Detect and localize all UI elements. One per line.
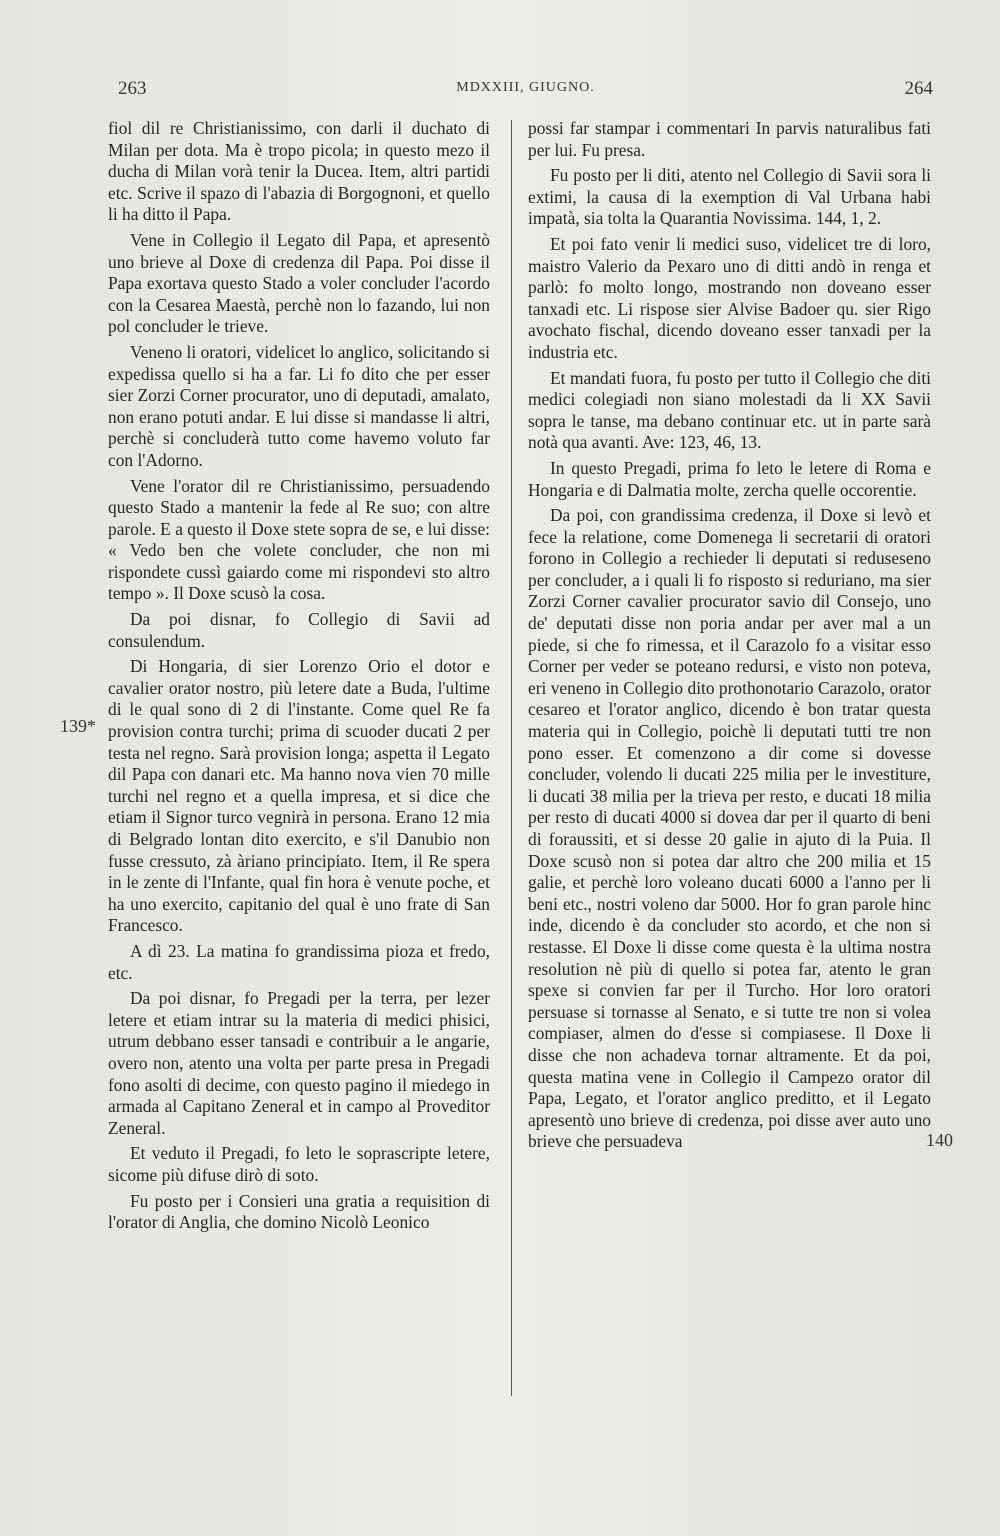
paragraph: Et poi fato venir li medici suso, videlicet tre di loro, maistro Valerio da Pexaro uno di ditti andò in renga et parlò: fo molto longo, mostrando non doveano esser tanxadi etc. Li rispose sier Alvise Badoer qu. sier Rigo avochato fischal, dicendo doveano esser tanxadi per la industria etc. xyxy=(528,233,931,362)
paragraph: Da poi, con grandissima credenza, il Doxe si levò et fece la relatione, come Domenega li secretarii di oratori forono in Collegio a rechieder li deputati si reduseseno per concluder, a i quali li fo risposto si reduriano, ma sier Zorzi Corner cavalier procurator savio dil Consejo, uno de' deputati disse non poria andar per aver mal a un piede, si che fo rimessa, et il Carazolo fo a visitar esso Corner per veder se poteano redursi, e visto non poteva, eri veneno in Collegio dito prothonotario Carazolo, orator cesareo et l'orator anglico, dicendo è bon tratar questa materia qui in Collegio, poichè li deputati tutti tre non pono esser. Et comenzono a dir come si dovesse concluder, volendo li ducati 225 milia per le investiture, li ducati 38 milia per la trieva per resto, e ducati 18 milia per resto di ducati 4000 si dovea dar per il quarto di beni di foraussiti, et si desse 20 galie in ajuto di la Puia. Il Doxe scusò non si potea dar altro che 200 milia et 15 galie, et perchè loro voleano ducati 6000 a l'anno per li beni etc., nostri voleno dar 5000. Hor fo gran parole hinc inde, dicendo è da concluder sto acordo, et che non si restasse. El Doxe li disse come questa è la ultima nostra resolution nè più di quello si potea far, atento le gran spexe si convien far per il Turcho. Hor loro oratori persuase si tornasse al Senato, e si tutte tre non si volea compiaser, almen do d'esse si compiasese. Il Doxe li disse che non achadeva tornar altramente. Et da poi, questa matina vene in Collegio il Campezo orator dil Papa, Legato, et l'orator anglico preditto, et il Legato apresentò uno brieve di credenza, poi disse aver auto uno brieve che persuadeva xyxy=(528,505,931,1152)
paragraph: Et veduto il Pregadi, fo leto le soprascripte letere, sicome più difuse dirò di soto. xyxy=(108,1143,490,1185)
paragraph: A dì 23. La matina fo grandissima pioza et fredo, etc. xyxy=(108,940,490,983)
paragraph: Fu posto per i Consieri una gratia a requisition di l'orator di Anglia, che domino Nicolò Leonico xyxy=(108,1190,490,1233)
running-title: MDXXIII, GIUGNO. xyxy=(456,80,595,95)
paragraph: Da poi disnar, fo Pregadi per la terra, per lezer letere et etiam intrar su la materia di medici phisici, utrum debbano esser tansadi e contribuir a le angarie, overo non, atento una volta per parte presa in Pregadi fono asolti di decime, con questo pagino il miedego in armada al Capitano Zeneral et in campo al Proveditor Zeneral. xyxy=(108,988,490,1138)
paragraph: Di Hongaria, di sier Lorenzo Orio el dotor e cavalier orator nostro, più letere date a Buda, l'ultime di le qual sono di 2 di l'instante. Come quel Re fa provision contra turchi; prima di scuoder ducati 2 per testa nel regno. Sarà provision longa; aspetta il Legato dil Papa con danari etc. Ma hanno nova vien 70 mille turchi nel regno et a quella impresa, et si dice che etiam il Signor turco vegnirà in persona. Erano 12 mia di Belgrado lontan dito exercito, e s'il Danubio non fusse cressuto, zà àriano principiato. Item, il Re spera in le zente di l'Infante, qual fin hora è venute poche, et ha uno exercito, capitanio del qual è uno frate di San Francesco. xyxy=(108,656,490,936)
paragraph: In questo Pregadi, prima fo leto le letere di Roma e Hongaria e di Dalmatia molte, zercha quelle occorentie. xyxy=(528,457,931,500)
page-header xyxy=(118,78,933,104)
left-column xyxy=(108,118,490,1238)
paragraph: Veneno li oratori, videlicet lo anglico, solicitando si expedissa quello si ha a far. Li fo dito che per esser sier Zorzi Corner procurator, uno di deputadi, amalato, non erano potuti andar. E lui disse si mandasse li altri, perchè si concluderà tutto come havemo voluto far con l'Adorno. xyxy=(108,341,490,470)
margin-note-right: 140 xyxy=(926,1130,953,1150)
paragraph: possi far stampar i commentari In parvis naturalibus fati per lui. Fu presa. xyxy=(528,118,931,160)
paragraph: Vene in Collegio il Legato dil Papa, et apresentò uno brieve al Doxe di credenza dil Papa. Poi disse il Papa exortava questo Stado a voler concluder l'acordo con la Cesarea Maestà, perchè non lo fazando, lui non pol concluder le trieve. xyxy=(108,229,490,337)
paragraph: Fu posto per li diti, atento nel Collegio di Savii sora li extimi, la causa di la exemption di Val Urbana habi impatà, sia tolta la Quarantia Novissima. 144, 1, 2. xyxy=(528,165,931,229)
paragraph: Vene l'orator dil re Christianissimo, persuadendo questo Stado a mantenir la fede al Re suo; con altre parole. E a questo il Doxe stete sopra de se, e lui disse: « Vedo ben che volete concluder, che non mi rispondete cussì gaiardo come mi rispondevi sto altro tempo ». Il Doxe scusò la cosa. xyxy=(108,475,490,604)
paragraph: Da poi disnar, fo Collegio di Savii ad consulendum. xyxy=(108,609,490,651)
paragraph: Et mandati fuora, fu posto per tutto il Collegio che diti medici colegiadi non siano molestadi da li XX Savii sopra le tanse, ma debano continuar etc. ut in parte sarà notà qua avanti. Ave: 123, 46, 13. xyxy=(528,367,931,453)
page-number-left: 263 xyxy=(118,78,147,99)
right-column xyxy=(528,118,931,1157)
column-divider xyxy=(511,120,512,1396)
page-number-right: 264 xyxy=(904,78,933,99)
paragraph: fiol dil re Christianissimo, con darli il duchato di Milan per dota. Ma è tropo picola; in questo mezo il ducha di Milan vorà tenir la Ducea. Item, altri partidi etc. Scrive il spazo di l'abazia di Borgognoni, et quello li ha ditto il Papa. xyxy=(108,118,490,225)
margin-note-left: 139* xyxy=(60,716,96,736)
